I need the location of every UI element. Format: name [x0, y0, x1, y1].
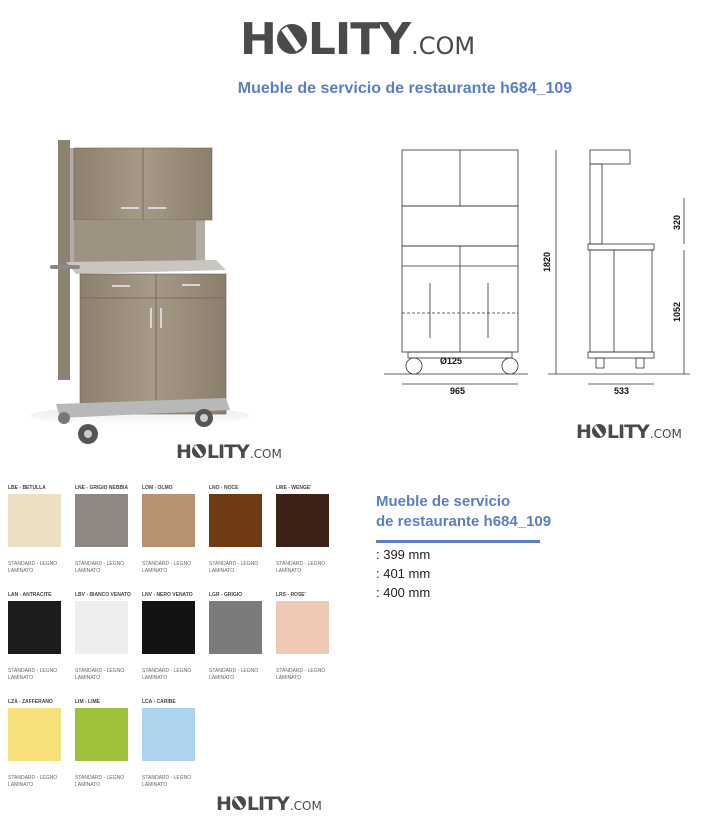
- brand-logo: [240, 14, 475, 65]
- swatch-type: STANDARD - LEGNO LAMINATO: [276, 561, 326, 574]
- drawing-logo-o-icon: [592, 424, 606, 438]
- swatch-code: LOM - OLMO: [142, 485, 173, 491]
- swatch-code: LNO - NOCE: [209, 485, 239, 491]
- swatch-type: STANDARD - LEGNO LAMINATO: [75, 561, 125, 574]
- swatch-color: [276, 601, 329, 654]
- photo-watermark-logo: [176, 441, 282, 463]
- swatch-code: LNV - NERO VENATO: [142, 592, 193, 598]
- photo-logo-domain: .COM: [249, 447, 282, 461]
- diameter-label: Ø125: [440, 356, 463, 366]
- swatch-code: LIM - LIME: [75, 699, 100, 705]
- swatch-color: [209, 601, 262, 654]
- photo-logo-lity: LITY: [206, 441, 249, 463]
- swatch-code: LRS - ROSE': [276, 592, 306, 598]
- swatch-type: STANDARD - LEGNO LAMINATO: [8, 775, 58, 788]
- swatch-color: [209, 494, 262, 547]
- brand-logo-o-icon: [277, 24, 307, 54]
- dimension-line: : 399 mm: [376, 547, 431, 562]
- swatch-color: [75, 601, 128, 654]
- swatch-type: STANDARD - LEGNO LAMINATO: [8, 668, 58, 681]
- product-photo: [0, 118, 282, 458]
- swatch-type: STANDARD - LEGNO LAMINATO: [142, 775, 192, 788]
- swatch-code: LAN - ANTRACITE: [8, 592, 52, 598]
- drawing-logo-domain: .COM: [649, 427, 682, 441]
- swatch-type: STANDARD - LEGNO LAMINATO: [276, 668, 326, 681]
- swatch-color: [276, 494, 329, 547]
- drawing-watermark-logo: [576, 421, 682, 443]
- swatch-card: [268, 470, 378, 580]
- footer-logo-h: H: [216, 793, 231, 815]
- drawing-logo-h: H: [576, 421, 591, 443]
- swatch-type: STANDARD - LEGNO LAMINATO: [209, 668, 259, 681]
- swatch-code: LWE - WENGE': [276, 485, 312, 491]
- swatch-card: [134, 684, 244, 794]
- page-title: Mueble de servicio de restaurante h684_109: [237, 80, 573, 97]
- swatch-color: [8, 494, 61, 547]
- swatch-code: LZA - ZAFFERANO: [8, 699, 53, 705]
- swatch-type: STANDARD - LEGNO LAMINATO: [8, 561, 58, 574]
- swatch-type: STANDARD - LEGNO LAMINATO: [142, 668, 192, 681]
- brand-logo-h: H: [240, 14, 276, 65]
- swatch-color: [142, 708, 195, 761]
- width-label: 965: [450, 386, 466, 396]
- swatch-card: [268, 577, 378, 687]
- swatch-color: [8, 601, 61, 654]
- swatch-code: LCA - CARIBE: [142, 699, 176, 705]
- depth-label: 533: [614, 386, 630, 396]
- swatch-code: LBE - BETULLA: [8, 485, 46, 491]
- brand-logo-lity: LITY: [307, 14, 411, 65]
- swatch-type: STANDARD - LEGNO LAMINATO: [142, 561, 192, 574]
- footer-logo-lity: LITY: [246, 793, 289, 815]
- swatch-code: LNE - GRIGIO NEBBIA: [75, 485, 129, 491]
- title-underline: [376, 540, 540, 543]
- footer-logo-o-icon: [232, 796, 246, 810]
- product-info-title-line1: Mueble de servicio: [376, 493, 511, 510]
- height-label: 1820: [542, 251, 552, 272]
- swatch-color: [75, 494, 128, 547]
- swatch-color: [142, 494, 195, 547]
- dimension-line: : 400 mm: [376, 585, 431, 600]
- dimension-line: : 401 mm: [376, 566, 431, 581]
- product-info-title: [376, 492, 596, 532]
- footer-logo-domain: .COM: [289, 799, 322, 813]
- brand-logo-domain: .COM: [411, 32, 476, 60]
- product-info-title-line2: de restaurante h684_109: [376, 513, 552, 530]
- photo-logo-o-icon: [192, 444, 206, 458]
- lower-height-label: 1052: [672, 301, 682, 322]
- swatch-type: STANDARD - LEGNO LAMINATO: [75, 668, 125, 681]
- swatch-color: [142, 601, 195, 654]
- drawing-logo-lity: LITY: [606, 421, 649, 443]
- swatch-code: LGR - GRIGIO: [209, 592, 243, 598]
- upper-height-label: 320: [672, 214, 682, 230]
- swatch-code: LBV - BIANCO VENATO: [75, 592, 131, 598]
- photo-logo-h: H: [176, 441, 191, 463]
- swatch-type: STANDARD - LEGNO LAMINATO: [209, 561, 259, 574]
- swatch-color: [8, 708, 61, 761]
- swatch-color: [75, 708, 128, 761]
- swatch-type: STANDARD - LEGNO LAMINATO: [75, 775, 125, 788]
- footer-logo: [216, 793, 322, 815]
- technical-drawing: [378, 138, 698, 396]
